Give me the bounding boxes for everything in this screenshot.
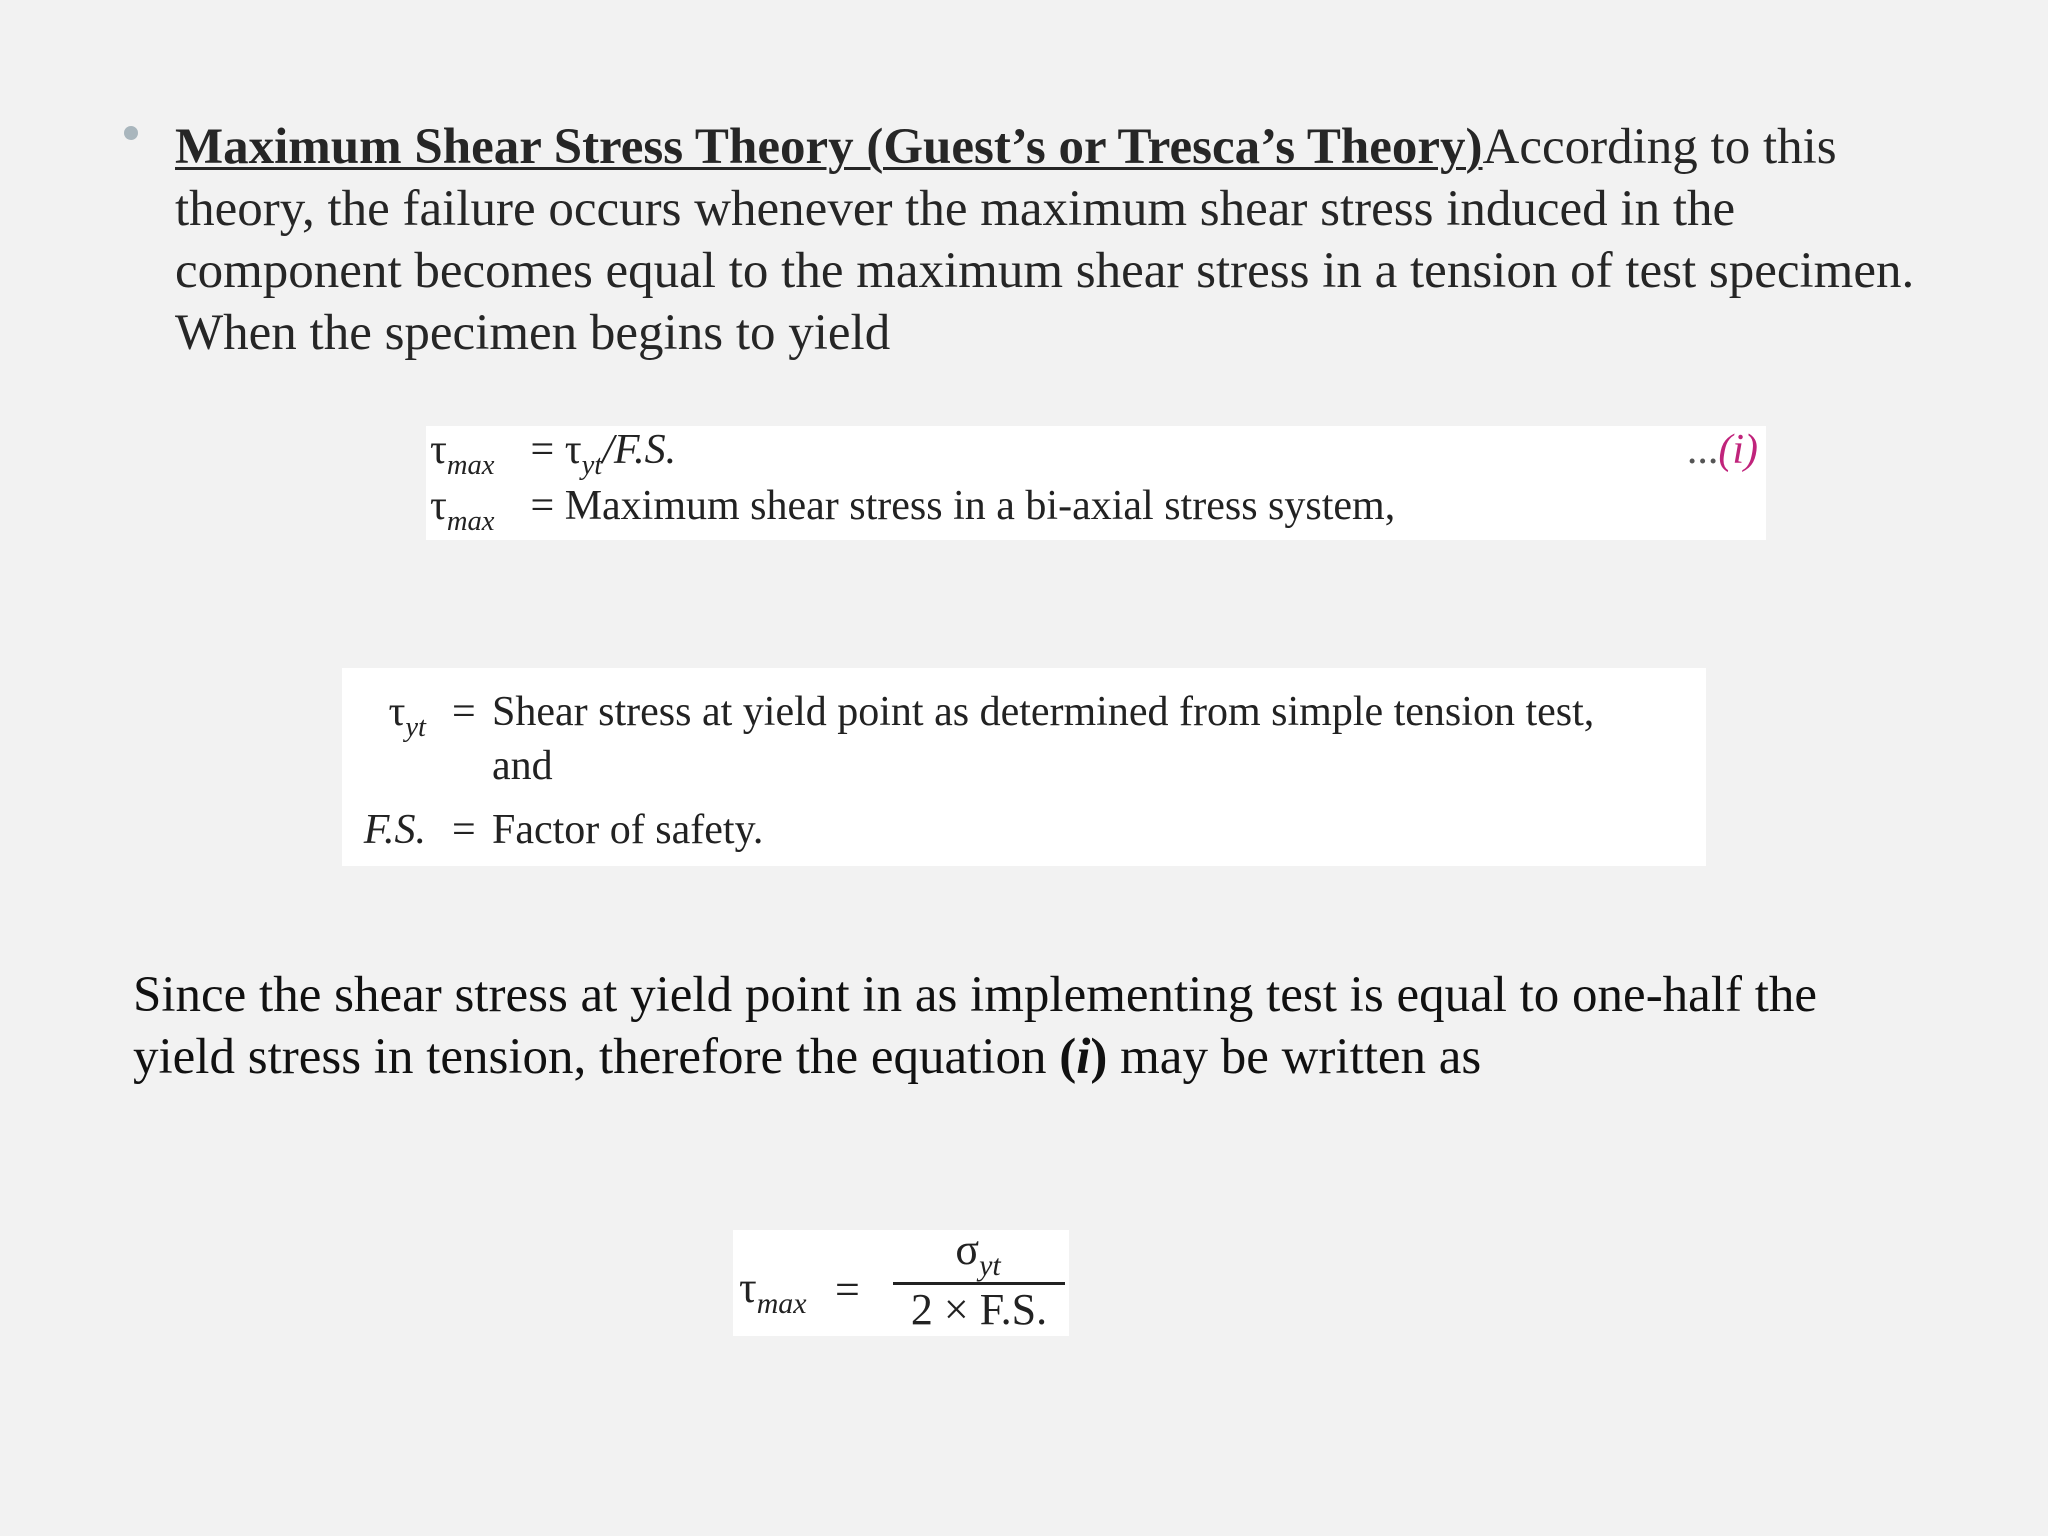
- equals-sign: =: [530, 427, 555, 473]
- tau-max-definition-text: Maximum shear stress in a bi-axial stress system,: [564, 483, 1396, 529]
- bullet-dot-icon: [124, 126, 138, 140]
- explanation-paragraph: [133, 964, 1893, 1088]
- equals-sign: =: [530, 483, 555, 529]
- fraction-denominator: 2 × F.S.: [910, 1285, 1048, 1334]
- tau-yt-symbol: $\tau_{yt}$: [388, 689, 426, 743]
- equals-sign: =: [452, 689, 476, 735]
- tau-yt-definition-text: Shear stress at yield point as determined from simple tension test,: [492, 689, 1595, 735]
- equation-reference: (i): [1059, 1029, 1108, 1085]
- theory-description: According to this theory, the failure occurs whenever the maximum shear stress induced in the component becomes equal to the maximum shear stress in a tension of test specimen. When the specimen begins to yield: [175, 119, 1915, 361]
- bullet-paragraph: [175, 116, 1935, 364]
- fs-symbol: F.S.: [363, 807, 426, 853]
- theory-title: Maximum Shear Stress Theory (Guest’s or Tresca’s Theory): [175, 119, 1483, 175]
- fraction-numerator: $\sigma_{yt}$: [955, 1225, 1001, 1283]
- tau-max-symbol: $\tau_{max}$: [430, 483, 495, 537]
- equation-2-lhs: $\tau_{max}$: [739, 1263, 807, 1321]
- equation-2-box: [733, 1225, 1069, 1336]
- explanation-text-start: Since the shear stress at yield point in as implementing test is equal to one-half the yield stress in tension, therefore the equation: [133, 967, 1818, 1085]
- tau-max-definition-row: [430, 482, 1396, 537]
- equation-1-rhs: $\tau_{yt}/F.S$.: [564, 427, 677, 481]
- equation-1-lhs: $\tau_{max}$: [430, 427, 495, 481]
- equation-1-row: [430, 426, 677, 481]
- definitions-box: [342, 668, 1706, 866]
- tau-yt-definition-and: and: [492, 743, 553, 789]
- fs-definition-text: Factor of safety.: [492, 807, 764, 853]
- equals-sign: =: [835, 1265, 860, 1314]
- explanation-text-end: may be written as: [1107, 1029, 1482, 1085]
- equals-sign: =: [452, 807, 476, 853]
- equation-1-box: [426, 426, 1766, 540]
- equation-1-reference: ...(i): [1686, 427, 1758, 473]
